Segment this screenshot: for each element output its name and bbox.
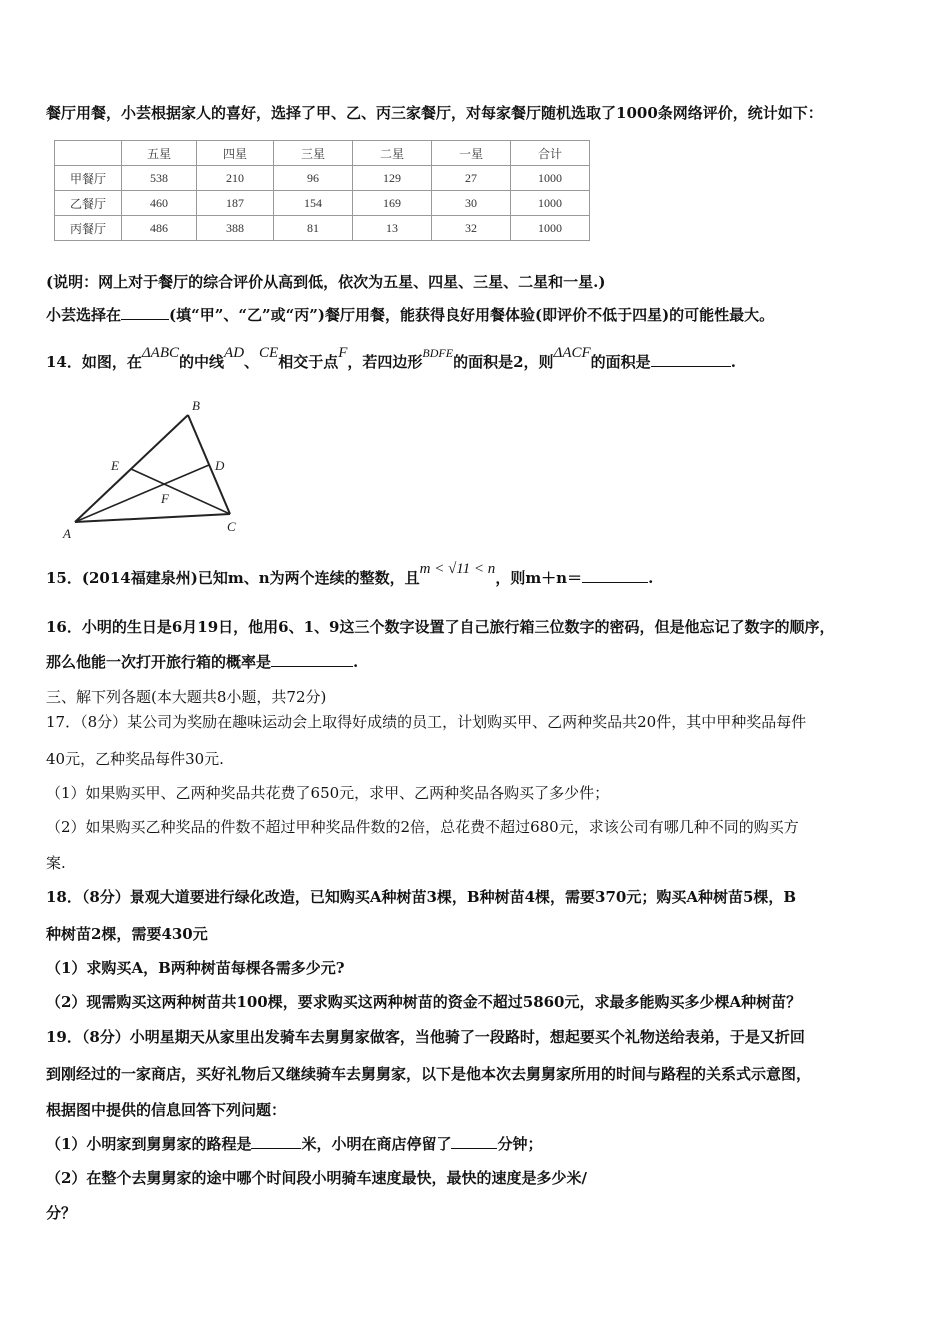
table-cell: 154: [274, 191, 353, 216]
q15-math: m < √11 < n: [419, 561, 496, 577]
q13-question: [46, 305, 774, 325]
label-d: D: [215, 458, 225, 473]
q14-math: F: [338, 345, 348, 361]
q18-line4: （2）现需购买这两种树苗共100棵，要求购买这两种树苗的资金不超过5860元，求最多能购买多少棵A种树苗？: [46, 993, 802, 1011]
q15-text: 15．(2014福建泉州)已知m、n为两个连续的整数，且: [46, 569, 420, 587]
answer-blank[interactable]: [451, 1134, 497, 1149]
q19-line1: 19．（8分）小明星期天从家里出发骑车去舅舅家做客，当他骑了一段路时，想起要买个礼物送给表弟，于是又折回: [46, 1028, 805, 1046]
label-b: B: [192, 398, 200, 413]
table-cell: 388: [197, 216, 274, 241]
table-header-cell: [55, 141, 122, 166]
table-cell: 460: [122, 191, 197, 216]
table-cell: 30: [432, 191, 511, 216]
table-header-cell: 五星: [122, 141, 197, 166]
q14-math: ΔABC: [141, 345, 180, 361]
q15-end: .: [648, 569, 654, 587]
q14-math: CE: [259, 345, 279, 361]
answer-blank[interactable]: [651, 352, 731, 367]
table-row: [55, 216, 590, 241]
q14-math: ΔACF: [553, 345, 591, 361]
q17-line1: 17．（8分）某公司为奖励在趣味运动会上取得好成绩的员工，计划购买甲、乙两种奖品共20件，其中甲种奖品每件: [46, 713, 807, 731]
q14-text: 、: [244, 353, 260, 371]
q19-text: 分钟；: [497, 1135, 543, 1153]
q13-intro: 餐厅用餐，小芸根据家人的喜好，选择了甲、乙、丙三家餐厅，对每家餐厅随机选取了1000条网络评价，统计如下：: [46, 104, 823, 122]
q16-text: 那么他能一次打开旅行箱的概率是: [46, 653, 272, 671]
table-cell: 1000: [511, 166, 590, 191]
table-header-cell: 合计: [511, 141, 590, 166]
q17-line3: （1）如果购买甲、乙两种奖品共花费了650元，求甲、乙两种奖品各购买了多少件；: [46, 784, 610, 802]
q14-text: 相交于点: [278, 353, 339, 371]
q14-end: .: [730, 353, 736, 371]
table-cell: 1000: [511, 191, 590, 216]
table-cell: 129: [353, 166, 432, 191]
q16-line2: [46, 652, 358, 672]
table-cell: 486: [122, 216, 197, 241]
q16-line1: 16．小明的生日是6月19日，他用6、1、9这三个数字设置了自己旅行箱三位数字的密码，但是他忘记了数字的顺序，: [46, 618, 835, 636]
table-cell: 538: [122, 166, 197, 191]
q14-text: 的中线: [179, 353, 225, 371]
table-cell: 乙餐厅: [55, 191, 122, 216]
q17-line5: 案.: [46, 854, 66, 872]
q14-text: 14．如图，在: [46, 353, 142, 371]
q14-math: AD: [224, 345, 245, 361]
section-heading: 三、解下列各题(本大题共8小题，共72分): [46, 688, 327, 706]
table-header-row: [55, 141, 590, 166]
q19-line6: 分？: [46, 1204, 77, 1222]
table-cell: 32: [432, 216, 511, 241]
table-cell: 27: [432, 166, 511, 191]
q15-text: ，则m＋n＝: [495, 569, 583, 587]
q19-line2: 到刚经过的一家商店，买好礼物后又继续骑车去舅舅家，以下是他本次去舅舅家所用的时间与路程的关系式示意图，: [46, 1065, 812, 1083]
q19-line5: （2）在整个去舅舅家的途中哪个时间段小明骑车速度最快，最快的速度是多少米/: [46, 1169, 587, 1187]
q13-question-a: 小芸选择在: [46, 306, 122, 324]
q18-line2: 种树苗2棵，需要430元: [46, 925, 208, 943]
q14-text: ，若四边形: [347, 353, 423, 371]
q13-note: (说明：网上对于餐厅的综合评价从高到低，依次为五星、四星、三星、二星和一星.): [46, 273, 606, 291]
table-cell: 1000: [511, 216, 590, 241]
q15-question: [46, 561, 654, 589]
table-row: [55, 166, 590, 191]
table-cell: 甲餐厅: [55, 166, 122, 191]
label-e: E: [111, 458, 119, 473]
table-cell: 13: [353, 216, 432, 241]
q18-line1: 18．（8分）景观大道要进行绿化改造，已知购买A种树苗3棵，B种树苗4棵，需要370元；购买A种树苗5棵，B: [46, 888, 797, 906]
label-c: C: [227, 519, 236, 534]
table-cell: 96: [274, 166, 353, 191]
q16-end: .: [353, 653, 359, 671]
answer-blank[interactable]: [121, 305, 169, 320]
q14-text: 的面积是2，则: [453, 353, 554, 371]
table-header-cell: 四星: [197, 141, 274, 166]
q17-line4: （2）如果购买乙种奖品的件数不超过甲种奖品件数的2倍，总花费不超过680元，求该公司有哪几种不同的购买方: [46, 818, 799, 836]
side-ac: [75, 514, 230, 522]
q13-question-b: (填“甲”、“乙”或“丙”)餐厅用餐，能获得良好用餐体验(即评价不低于四星)的可能性最大。: [169, 306, 775, 324]
table-cell: 210: [197, 166, 274, 191]
answer-blank[interactable]: [582, 568, 648, 583]
table-cell: 169: [353, 191, 432, 216]
triangle-figure: [55, 390, 255, 542]
table-cell: 187: [197, 191, 274, 216]
q14-question: [46, 345, 736, 373]
q14-text: 的面积是: [590, 353, 651, 371]
q19-line3: 根据图中提供的信息回答下列问题：: [46, 1101, 287, 1119]
table-row: [55, 191, 590, 216]
label-a: A: [63, 526, 71, 541]
table-header-cell: 二星: [353, 141, 432, 166]
answer-blank[interactable]: [271, 652, 353, 667]
rating-table: [54, 140, 590, 241]
answer-blank[interactable]: [251, 1134, 301, 1149]
q14-math: BDFE: [422, 346, 454, 360]
q19-text: （1）小明家到舅舅家的路程是: [46, 1135, 252, 1153]
table-cell: 81: [274, 216, 353, 241]
table-header-cell: 一星: [432, 141, 511, 166]
label-f: F: [161, 491, 169, 506]
q19-text: 米，小明在商店停留了: [301, 1135, 452, 1153]
table-cell: 丙餐厅: [55, 216, 122, 241]
q17-line2: 40元，乙种奖品每件30元.: [46, 750, 224, 768]
table-header-cell: 三星: [274, 141, 353, 166]
q19-line4: [46, 1134, 542, 1154]
q18-line3: （1）求购买A，B两种树苗每棵各需多少元?: [46, 959, 345, 977]
